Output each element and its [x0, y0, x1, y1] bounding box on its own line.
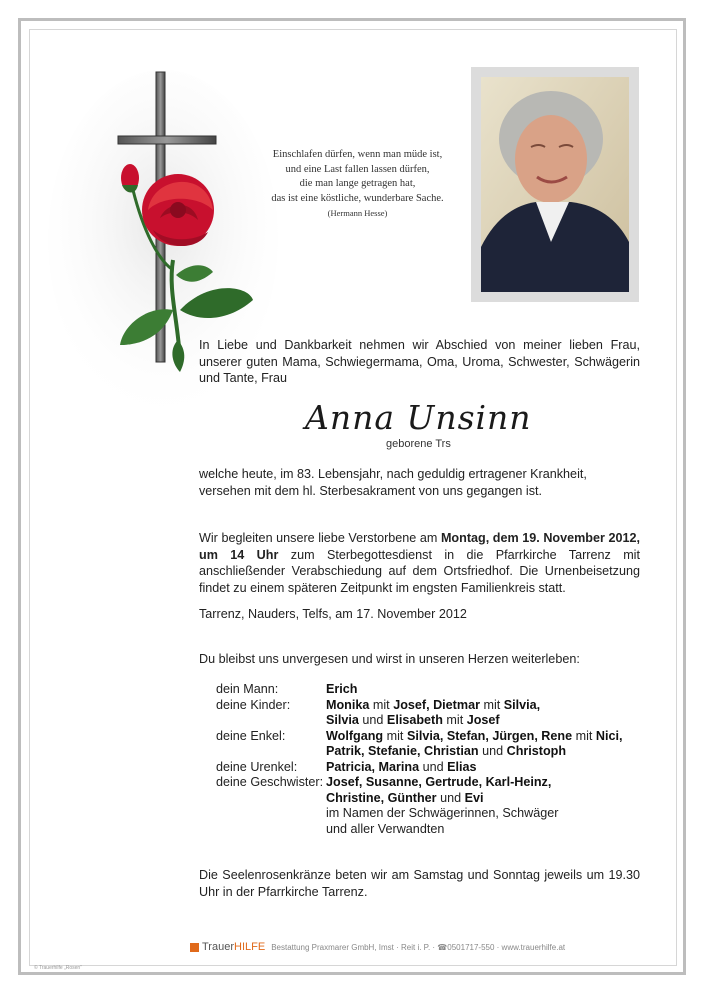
- quote-block: [250, 148, 465, 221]
- family-row-great-grandchildren: deine Urenkel: Patricia, Marina und Elias: [216, 759, 477, 774]
- family-row-closing-2: und aller Verwandten: [326, 821, 445, 836]
- portrait-photo: [471, 67, 639, 302]
- footer: [190, 941, 565, 953]
- intro-text: In Liebe und Dankbarkeit nehmen wir Abschied von meiner lieben Frau, unserer guten Mama, Schwiegermama, Oma, Uroma, Schwester, Schwägerin und Tante, Frau: [199, 338, 640, 385]
- funeral-date: Montag, dem 19. November 2012,: [440, 531, 640, 545]
- birth-name: geborene Trs: [386, 438, 451, 450]
- family-row-closing-1: im Namen der Schwägerinnen, Schwäger: [326, 806, 559, 820]
- footer-text: Bestattung Praxmarer GmbH, Imst · Reit i. P. · ☎0501717-550 · www.trauerhilfe.at: [271, 942, 566, 952]
- remembrance-line: Du bleibst uns unvergesen und wirst in unseren Herzen weiterleben:: [199, 652, 580, 666]
- funeral-time: um 14 Uhr: [199, 547, 279, 562]
- deceased-name: Anna Unsinn: [305, 398, 532, 437]
- funeral-info: Wir begleiten unsere liebe Verstorbene am Montag, dem 19. November 2012, um 14 Uhr zum Sterbegottesdienst in die Pfarrkirche Tarrenz mit anschließender Verabschiedung auf dem Ortsfriedhof. Die Urnenbeisetzung findet zu einem späteren Zeitpunkt im engsten Familienkreis statt.: [199, 531, 640, 595]
- family-row-siblings-2: Christine, Günther und Evi: [326, 790, 484, 805]
- family-row-grandchildren-2: Patrik, Stefanie, Christian und Christoph: [326, 744, 567, 758]
- quote-line: das ist eine köstliche, wunderbare Sache.: [271, 192, 444, 204]
- copyright-note: © Trauerhilfe „Rosen“: [34, 965, 82, 971]
- family-row-children: deine Kinder: Monika mit Josef, Dietmar mit Silvia,: [216, 697, 541, 712]
- family-row-husband: dein Mann: Erich: [216, 682, 358, 696]
- quote-author: (Hermann Hesse): [327, 208, 388, 218]
- family-list: [216, 682, 623, 837]
- footer-brand: TrauerHILFE: [202, 941, 266, 953]
- quote-line: und eine Last fallen lassen dürfen,: [285, 163, 430, 175]
- death-notice: welche heute, im 83. Lebensjahr, nach geduldig ertragener Krankheit, versehen mit dem hl. Sterbesakrament von uns gegangen ist.: [199, 467, 587, 498]
- family-row-grandchildren: deine Enkel: Wolfgang mit Silvia, Stefan, Jürgen, Rene mit Nici,: [216, 728, 623, 743]
- family-row-children-2: Silvia und Elisabeth mit Josef: [326, 713, 500, 727]
- rosary-info: Die Seelenrosenkränze beten wir am Samstag und Sonntag jeweils um 19.30 Uhr in der Pfarrkirche Tarrenz.: [199, 868, 640, 899]
- quote-line: die man lange getragen hat,: [299, 178, 416, 189]
- place-date: Tarrenz, Nauders, Telfs, am 17. November 2012: [199, 607, 467, 621]
- trauerhilfe-logo-icon: [190, 943, 199, 952]
- quote-line: Einschlafen dürfen, wenn man müde ist,: [272, 149, 443, 160]
- family-row-siblings: deine Geschwister: Josef, Susanne, Gertrude, Karl-Heinz,: [216, 775, 552, 789]
